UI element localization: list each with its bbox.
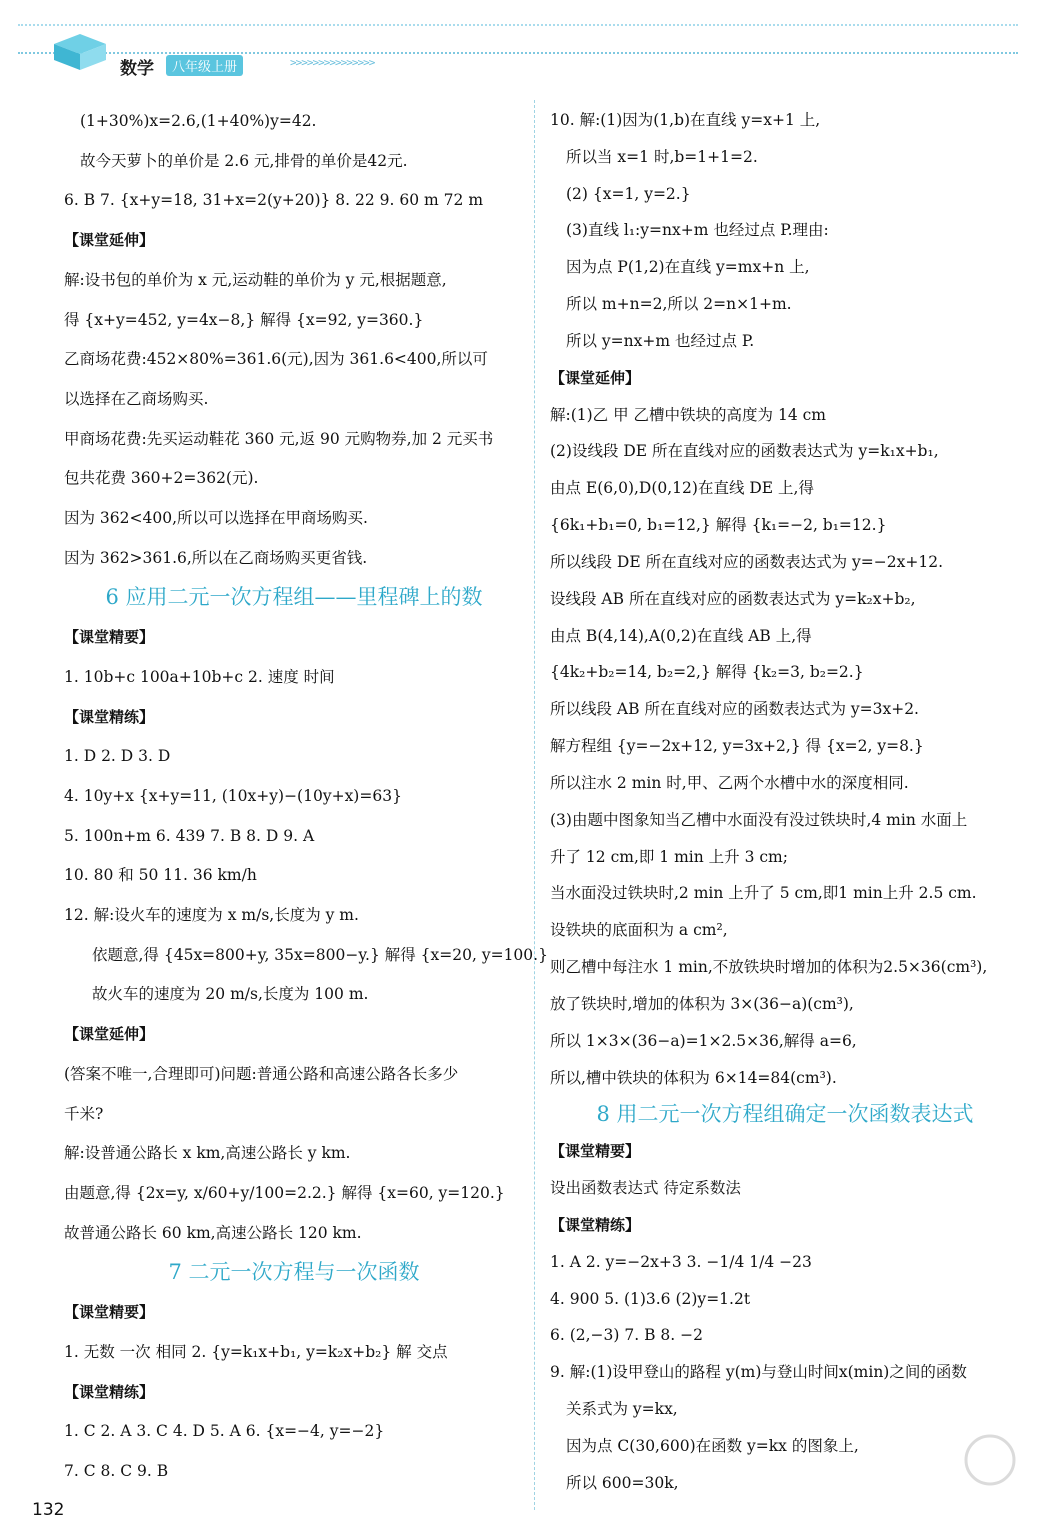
text-line: 解:设普通公路长 x km,高速公路长 y km.: [64, 1144, 351, 1163]
text-line: 1. 10b+c 100a+10b+c 2. 速度 时间: [64, 667, 335, 686]
text-line: (1+30%)x=2.6,(1+40%)y=42.: [80, 112, 317, 130]
text-line: 7. C 8. C 9. B: [64, 1461, 169, 1480]
text-line: 因为 362>361.6,所以在乙商场购买更省钱.: [64, 548, 368, 567]
text-line: 故今天萝卜的单价是 2.6 元,排骨的单价是42元.: [80, 151, 408, 170]
left-column: [64, 102, 548, 1492]
text-line: 当水面没过铁块时,2 min 上升了 5 cm,即1 min上升 2.5 cm.: [550, 884, 977, 903]
text-line: 所以 1×3×(36−a)=1×2.5×36,解得 a=6,: [550, 1031, 857, 1050]
right-column: [550, 102, 1020, 1501]
text-line: 12. 解:设火车的速度为 x m/s,长度为 y m.: [64, 906, 359, 925]
text-line: 1. A 2. y=−2x+3 3. −1/4 1/4 −23: [550, 1252, 812, 1271]
section-title: 7 二元一次方程与一次函数: [168, 1260, 420, 1285]
text-line: 由点 B(4,14),A(0,2)在直线 AB 上,得: [550, 626, 812, 645]
text-line: 9. 解:(1)设甲登山的路程 y(m)与登山时间x(min)之间的函数: [550, 1363, 967, 1382]
text-line: 所以 m+n=2,所以 2=n×1+m.: [566, 295, 792, 314]
text-line: 以选择在乙商场购买.: [64, 389, 209, 408]
text-line: 1. 无数 一次 相同 2. {y=k₁x+b₁, y=k₂x+b₂} 解 交点: [64, 1342, 448, 1361]
text-line: 所以注水 2 min 时,甲、乙两个水槽中水的深度相同.: [550, 773, 909, 792]
text-line: 则乙槽中每注水 1 min,不放铁块时增加的体积为2.5×36(cm³),: [550, 958, 988, 977]
text-line: 由点 E(6,0),D(0,12)在直线 DE 上,得: [550, 479, 814, 498]
section-label: 【课堂延伸】: [64, 1025, 155, 1044]
text-line: 4. 900 5. (1)3.6 (2)y=1.2t: [550, 1289, 751, 1308]
section-label: 【课堂精练】: [550, 1215, 641, 1234]
text-line: 因为 362<400,所以可以选择在甲商场购买.: [64, 509, 368, 528]
section-label: 【课堂延伸】: [550, 368, 641, 387]
text-line: 包共花费 360+2=362(元).: [64, 469, 259, 488]
text-line: 设出函数表达式 待定系数法: [550, 1179, 741, 1198]
text-line: 5. 100n+m 6. 439 7. B 8. D 9. A: [64, 826, 315, 845]
text-line: 故火车的速度为 20 m/s,长度为 100 m.: [92, 985, 369, 1004]
section-title: 6 应用二元一次方程组——里程碑上的数: [105, 585, 483, 610]
text-line: 放了铁块时,增加的体积为 3×(36−a)(cm³),: [550, 994, 854, 1013]
book-icon: [50, 30, 110, 72]
section-label: 【课堂精练】: [64, 707, 155, 726]
text-line: (答案不唯一,合理即可)问题:普通公路和高速公路各长多少: [64, 1064, 459, 1083]
text-line: 因为点 C(30,600)在函数 y=kx 的图象上,: [566, 1436, 859, 1455]
header-arrows: >>>>>>>>>>>>>>>: [290, 56, 375, 69]
text-line: 解:设书包的单价为 x 元,运动鞋的单价为 y 元,根据题意,: [64, 270, 447, 289]
text-line: (2)设线段 DE 所在直线对应的函数表达式为 y=k₁x+b₁,: [550, 442, 939, 461]
text-line: 得 {x+y=452, y=4x−8,} 解得 {x=92, y=360.}: [64, 310, 424, 329]
text-line: 4. 10y+x {x+y=11, (10x+y)−(10y+x)=63}: [64, 786, 402, 805]
text-line: 所以线段 DE 所在直线对应的函数表达式为 y=−2x+12.: [550, 552, 943, 571]
text-line: (3)直线 l₁:y=nx+m 也经过点 P.理由:: [566, 221, 829, 240]
text-line: 6. B 7. {x+y=18, 31+x=2(y+20)} 8. 22 9. 60 m 72 m: [64, 191, 484, 210]
section-title: 8 用二元一次方程组确定一次函数表达式: [596, 1102, 974, 1127]
text-line: (2) {x=1, y=2.}: [566, 184, 691, 203]
text-line: 设铁块的底面积为 a cm²,: [550, 921, 728, 940]
section-label: 【课堂精要】: [64, 1303, 155, 1322]
text-line: 千米?: [64, 1104, 104, 1123]
text-line: 由题意,得 {2x=y, x/60+y/100=2.2.} 解得 {x=60, y=120.}: [64, 1183, 505, 1202]
text-line: (3)由题中图象知当乙槽中水面没有没过铁块时,4 min 水面上: [550, 810, 968, 829]
text-line: {6k₁+b₁=0, b₁=12,} 解得 {k₁=−2, b₁=12.}: [550, 516, 887, 535]
text-line: {4k₂+b₂=14, b₂=2,} 解得 {k₂=3, b₂=2.}: [550, 663, 864, 682]
section-label: 【课堂精要】: [64, 628, 155, 647]
text-line: 故普通公路长 60 km,高速公路长 120 km.: [64, 1223, 362, 1242]
text-line: 所以线段 AB 所在直线对应的函数表达式为 y=3x+2.: [550, 700, 919, 719]
text-line: 解:(1)乙 甲 乙槽中铁块的高度为 14 cm: [550, 405, 826, 424]
text-line: 10. 解:(1)因为(1,b)在直线 y=x+1 上,: [550, 111, 821, 129]
page-header: [0, 0, 1037, 80]
text-line: 所以当 x=1 时,b=1+1=2.: [566, 147, 758, 166]
text-line: 因为点 P(1,2)在直线 y=mx+n 上,: [566, 258, 810, 277]
text-line: 升了 12 cm,即 1 min 上升 3 cm;: [550, 847, 788, 866]
page-number: 132: [32, 1500, 65, 1520]
column-divider: [534, 100, 535, 1510]
section-label: 【课堂精要】: [550, 1142, 641, 1161]
text-line: 关系式为 y=kx,: [566, 1399, 678, 1418]
section-label: 【课堂精练】: [64, 1382, 155, 1401]
text-line: 所以,槽中铁块的体积为 6×14=84(cm³).: [550, 1068, 837, 1087]
text-line: 1. C 2. A 3. C 4. D 5. A 6. {x=−4, y=−2}: [64, 1422, 385, 1441]
text-line: 所以 600=30k,: [566, 1473, 679, 1492]
subject-label: 数学: [120, 59, 154, 79]
watermark-logo: [850, 1430, 1020, 1530]
section-label: 【课堂延伸】: [64, 231, 155, 250]
text-line: 乙商场花费:452×80%=361.6(元),因为 361.6<400,所以可: [64, 350, 488, 369]
text-line: 1. D 2. D 3. D: [64, 747, 171, 766]
text-line: 甲商场花费:先买运动鞋花 360 元,返 90 元购物券,加 2 元买书: [64, 429, 494, 448]
grade-badge: 八年级上册: [166, 55, 243, 76]
text-line: 依题意,得 {45x=800+y, 35x=800−y.} 解得 {x=20, y=100.}: [92, 945, 548, 964]
text-line: 6. (2,−3) 7. B 8. −2: [550, 1326, 703, 1345]
text-line: 所以 y=nx+m 也经过点 P.: [566, 331, 755, 350]
text-line: 设线段 AB 所在直线对应的函数表达式为 y=k₂x+b₂,: [550, 589, 916, 608]
header-dotted-line-top: [18, 24, 1018, 28]
text-line: 10. 80 和 50 11. 36 km/h: [64, 866, 257, 885]
text-line: 解方程组 {y=−2x+12, y=3x+2,} 得 {x=2, y=8.}: [550, 737, 924, 756]
